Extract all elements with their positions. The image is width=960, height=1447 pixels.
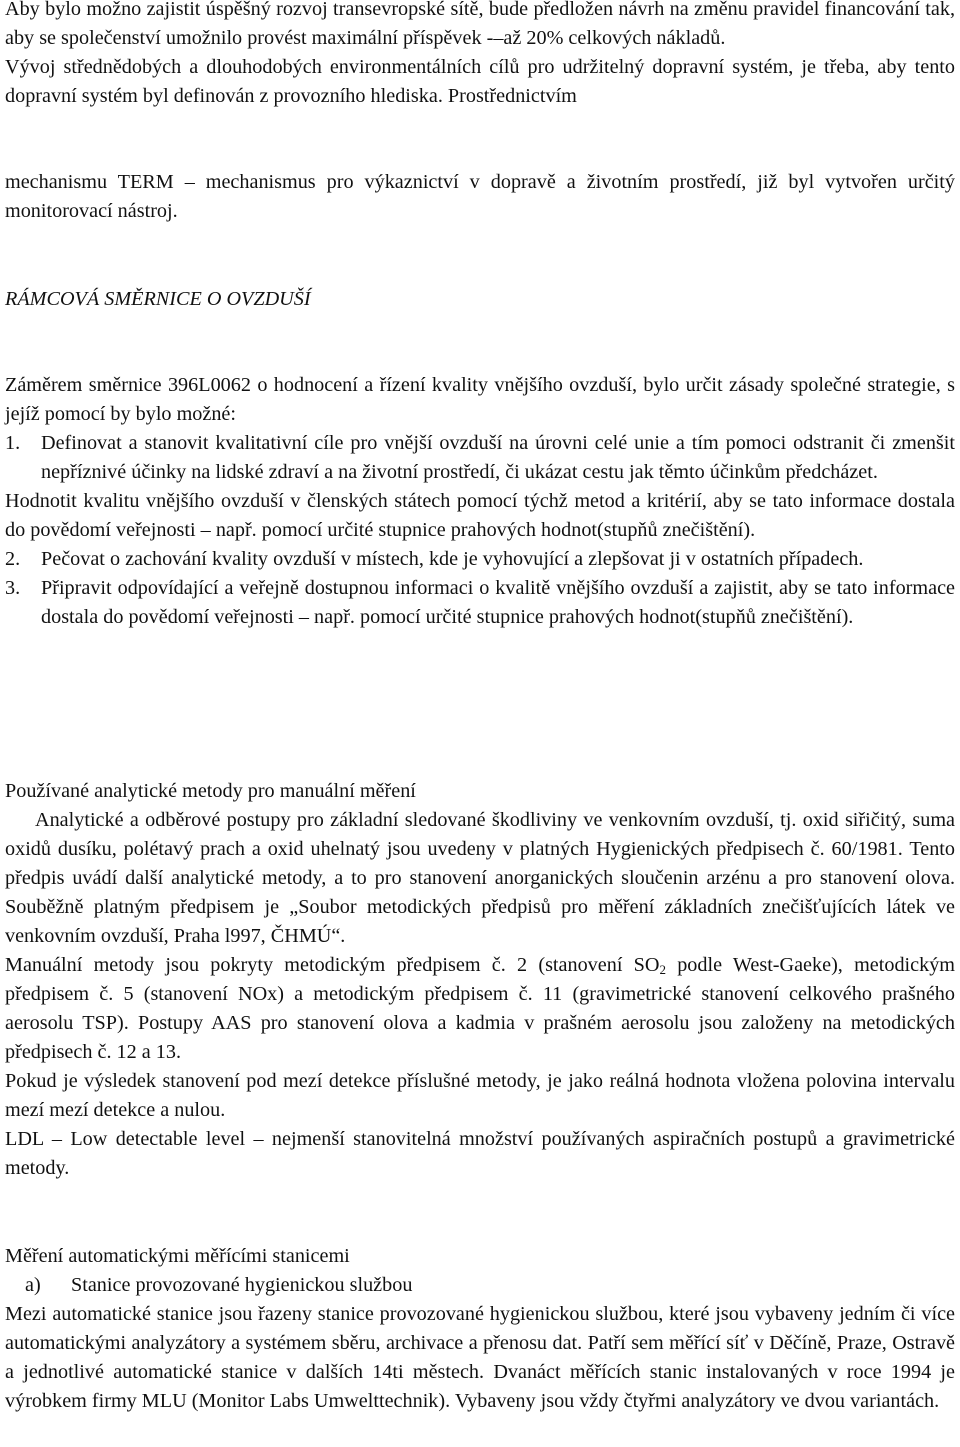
directive-intro: Záměrem směrnice 396L0062 o hodnocení a řízení kvality vnějšího ovzduší, bylo určit zásady společné strategie, s jejíž pomocí by bylo možné:	[5, 374, 955, 425]
intro-paragraph-2a: Vývoj střednědobých a dlouhodobých environmentálních cílů pro udržitelný dopravní systém, je třeba, aby tento dopravní systém byl definován z provozního hlediska. Prostřednictvím	[5, 56, 955, 107]
methods-paragraph-2-end: podle West-Gaeke), metodickým předpisem č. 5 (stanovení NOx) a metodickým předpisem č. 11 (gravimetrické stanovení celkového prašného aerosolu TSP). Postupy AAS pro stanovení olova a kadmia v prašném aerosolu jsou založeny na metodických předpisech č. 12 a 13.	[5, 954, 955, 1063]
intro-section	[5, 0, 955, 111]
list-text: Definovat a stanovit kvalitativní cíle pro vnější ovzduší na úrovni celé unie a tím pomoci odstranit či zmenšit nepříznivé účinky na lidské zdraví a na životní prostředí, či ukázat cestu jak těmto účinkům předcházet.	[41, 432, 955, 483]
list-item-3	[5, 574, 955, 632]
section-title: RÁMCOVÁ SMĚRNICE O OVZDUŠÍ	[5, 288, 311, 310]
intro-paragraph-1: Aby bylo možno zajistit úspěšný rozvoj transevropské sítě, bude předložen návrh na změnu pravidel financování tak, aby se společenství umožnilo provést maximální příspěvek -–až 20% celkových nákladů.	[5, 0, 955, 49]
section-title: Měření automatickými měřícími stanicemi	[5, 1245, 350, 1267]
intro-continuation	[5, 168, 955, 226]
list-item-2	[5, 545, 955, 574]
subscript: 2	[659, 962, 666, 977]
list-number: 2.	[5, 548, 21, 570]
methods-paragraph-3: Pokud je výsledek stanovení pod mezí detekce příslušné metody, je jako reálná hodnota vložena polovina intervalu mezí mezí detekce a nulou.	[5, 1070, 955, 1121]
sub-heading-title: Stanice provozované hygienickou službou	[71, 1274, 413, 1296]
section-air-directive-title	[5, 285, 955, 314]
section-automatic-stations	[5, 1242, 955, 1416]
list-item-1	[5, 429, 955, 487]
sub-heading	[5, 1271, 955, 1300]
stations-paragraph: Mezi automatické stanice jsou řazeny stanice provozované hygienickou službou, které jsou vybaveny jedním či více automatickými analyzátory a systémem sběru, archivace a přenosu dat. Patří sem měřící síť v Děčíně, Praze, Ostravě a jednotlivé automatické stanice v dalších 14ti městech. Dvanáct měřících stanic instalovaných v roce 1994 je výrobkem firmy MLU (Monitor Labs Umwelttechnik). Vybaveny jsou vždy čtyřmi analyzátory ve dvou variantách.	[5, 1303, 955, 1412]
list-number: 1.	[5, 432, 21, 454]
methods-paragraph-4: LDL – Low detectable level – nejmenší stanovitelná množství používaných aspiračních postupů a gravimetrické metody.	[5, 1128, 955, 1179]
section-title: Používané analytické metody pro manuální měření	[5, 780, 416, 802]
methods-paragraph-2-start: Manuální metody jsou pokryty metodickým předpisem č. 2 (stanovení SO	[5, 954, 660, 976]
list-text: Připravit odpovídající a veřejně dostupnou informaci o kvalitě vnějšího ovzduší a zajistit, aby se tato informace dostala do povědomí veřejnosti – např. pomocí určité stupnice prahových hodnot(stupňů znečištění).	[41, 577, 955, 628]
intro-paragraph-2b: mechanismu TERM – mechanismus pro výkaznictví v dopravě a životním prostředí, již byl vytvořen určitý monitorovací nástroj.	[5, 171, 955, 222]
methods-paragraph-2	[5, 951, 955, 1067]
list-number: 3.	[5, 577, 21, 599]
sub-heading-label: a)	[25, 1274, 41, 1296]
methods-paragraph-1: Analytické a odběrové postupy pro základní sledované škodliviny ve venkovním ovzduší, tj. oxid siřičitý, suma oxidů dusíku, polétavý prach a oxid uhelnatý jsou uvedeny v platných Hygienických předpisech č. 60/1981. Tento předpis uvádí další analytické metody, a to pro stanovení anorganických sloučenin arzénu a pro stanovení olova. Souběžně platným předpisem je „Soubor metodických předpisů pro měření základních znečišťujících látek ve venkovním ovzduší, Praha l997, ČHMÚ“.	[5, 809, 955, 947]
directive-paragraph: Hodnotit kvalitu vnějšího ovzduší v členských státech pomocí týchž metod a kritérií, aby se tato informace dostala do povědomí veřejnosti – např. pomocí určité stupnice prahových hodnot(stupňů znečištění).	[5, 490, 955, 541]
section-analytic-methods	[5, 777, 955, 1183]
list-text: Pečovat o zachování kvality ovzduší v místech, kde je vyhovující a zlepšovat ji v ostatních případech.	[41, 548, 864, 570]
section-air-directive	[5, 371, 955, 632]
